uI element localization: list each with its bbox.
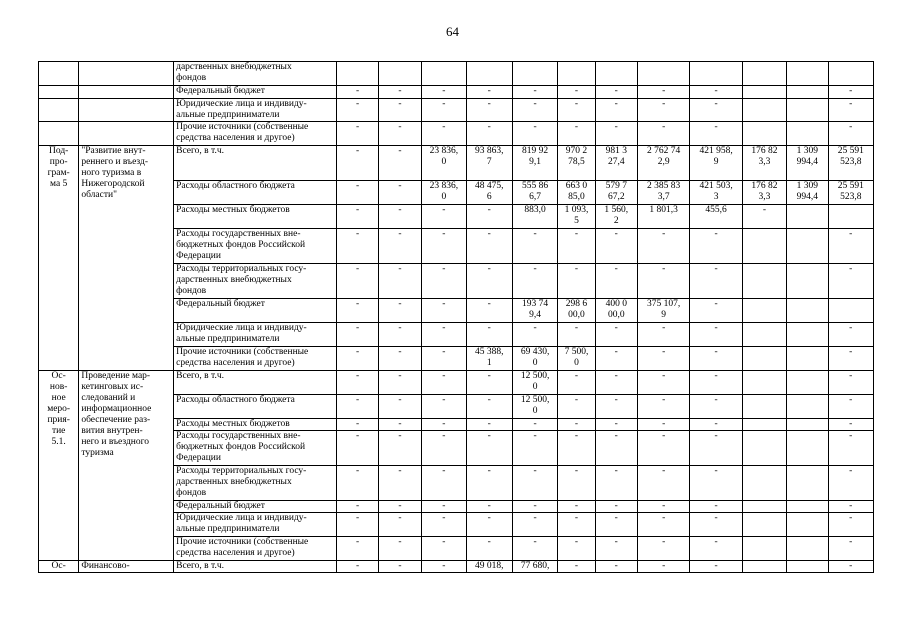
value-cell: - bbox=[637, 264, 689, 299]
value-cell: - bbox=[828, 264, 873, 299]
value-cell: - bbox=[595, 395, 637, 419]
value-cell: - bbox=[337, 395, 378, 419]
value-cell: 455,6 bbox=[690, 205, 742, 229]
table-row bbox=[39, 62, 874, 86]
value-cell: - bbox=[637, 501, 689, 513]
program-cell bbox=[39, 86, 79, 99]
value-cell: - bbox=[337, 371, 378, 395]
value-cell: - bbox=[378, 419, 421, 431]
value-cell: - bbox=[337, 561, 378, 573]
value-cell: - bbox=[466, 122, 512, 146]
value-cell bbox=[690, 62, 742, 86]
value-cell: - bbox=[422, 99, 466, 122]
value-cell: - bbox=[828, 431, 873, 466]
value-cell: 1 801,3 bbox=[637, 205, 689, 229]
funding-source-cell: Федеральный бюджет bbox=[174, 299, 337, 323]
value-cell: - bbox=[422, 419, 466, 431]
table-row bbox=[39, 371, 874, 395]
value-cell: - bbox=[466, 537, 512, 561]
value-cell: - bbox=[558, 323, 595, 347]
value-cell: - bbox=[690, 99, 742, 122]
value-cell: - bbox=[337, 537, 378, 561]
value-cell: 579 7 67,2 bbox=[595, 181, 637, 205]
value-cell: - bbox=[466, 99, 512, 122]
value-cell: - bbox=[466, 501, 512, 513]
value-cell: - bbox=[595, 86, 637, 99]
value-cell bbox=[742, 561, 786, 573]
value-cell: - bbox=[378, 513, 421, 537]
value-cell: - bbox=[828, 229, 873, 264]
funding-source-cell: Прочие источники (собственные средства населения и другое) bbox=[174, 122, 337, 146]
value-cell: - bbox=[466, 431, 512, 466]
value-cell bbox=[787, 501, 828, 513]
value-cell: - bbox=[378, 86, 421, 99]
program-cell: Ос- нов- ное меро- прия- тие 5.1. bbox=[39, 371, 79, 561]
value-cell: - bbox=[378, 395, 421, 419]
value-cell bbox=[787, 122, 828, 146]
value-cell: - bbox=[558, 537, 595, 561]
program-cell bbox=[39, 122, 79, 146]
value-cell: - bbox=[466, 86, 512, 99]
value-cell: - bbox=[558, 371, 595, 395]
value-cell: - bbox=[466, 299, 512, 323]
funding-source-cell: Расходы областного бюджета bbox=[174, 395, 337, 419]
value-cell: - bbox=[558, 501, 595, 513]
value-cell bbox=[787, 205, 828, 229]
value-cell: - bbox=[337, 181, 378, 205]
value-cell: - bbox=[337, 419, 378, 431]
value-cell: - bbox=[512, 86, 557, 99]
funding-source-cell: Федеральный бюджет bbox=[174, 86, 337, 99]
value-cell: 421 958, 9 bbox=[690, 146, 742, 181]
value-cell: 7 500, 0 bbox=[558, 347, 595, 371]
value-cell: - bbox=[595, 513, 637, 537]
value-cell: - bbox=[512, 99, 557, 122]
funding-source-cell: Юридические лица и индивиду- альные предприниматели bbox=[174, 513, 337, 537]
name-cell bbox=[79, 86, 174, 99]
value-cell: - bbox=[637, 122, 689, 146]
value-cell: - bbox=[466, 419, 512, 431]
value-cell: - bbox=[690, 323, 742, 347]
funding-source-cell: Юридические лица и индивиду- альные предприниматели bbox=[174, 99, 337, 122]
value-cell: - bbox=[690, 347, 742, 371]
value-cell: - bbox=[558, 122, 595, 146]
value-cell bbox=[595, 62, 637, 86]
value-cell: - bbox=[558, 431, 595, 466]
value-cell bbox=[787, 86, 828, 99]
value-cell: - bbox=[422, 431, 466, 466]
value-cell bbox=[828, 62, 873, 86]
value-cell: - bbox=[466, 513, 512, 537]
value-cell: - bbox=[558, 561, 595, 573]
value-cell: - bbox=[595, 561, 637, 573]
table-row bbox=[39, 122, 874, 146]
value-cell: - bbox=[378, 466, 421, 501]
value-cell: - bbox=[378, 431, 421, 466]
value-cell bbox=[422, 62, 466, 86]
value-cell: - bbox=[595, 371, 637, 395]
value-cell bbox=[787, 347, 828, 371]
name-cell bbox=[79, 99, 174, 122]
value-cell: - bbox=[378, 122, 421, 146]
value-cell: - bbox=[637, 99, 689, 122]
value-cell: - bbox=[828, 323, 873, 347]
value-cell: - bbox=[512, 323, 557, 347]
value-cell: - bbox=[558, 395, 595, 419]
value-cell: 49 018, bbox=[466, 561, 512, 573]
value-cell: - bbox=[378, 205, 421, 229]
value-cell: - bbox=[422, 371, 466, 395]
value-cell bbox=[742, 501, 786, 513]
value-cell: - bbox=[378, 146, 421, 181]
value-cell: - bbox=[337, 264, 378, 299]
value-cell bbox=[742, 395, 786, 419]
value-cell: - bbox=[466, 466, 512, 501]
value-cell bbox=[787, 264, 828, 299]
value-cell: - bbox=[378, 299, 421, 323]
value-cell bbox=[787, 229, 828, 264]
funding-source-cell: Федеральный бюджет bbox=[174, 501, 337, 513]
value-cell: 176 82 3,3 bbox=[742, 146, 786, 181]
value-cell: - bbox=[828, 347, 873, 371]
value-cell: - bbox=[595, 264, 637, 299]
value-cell: 555 86 6,7 bbox=[512, 181, 557, 205]
value-cell: - bbox=[422, 86, 466, 99]
value-cell: 48 475, 6 bbox=[466, 181, 512, 205]
value-cell: 69 430, 0 bbox=[512, 347, 557, 371]
value-cell: - bbox=[422, 466, 466, 501]
value-cell: - bbox=[595, 537, 637, 561]
value-cell: - bbox=[690, 264, 742, 299]
table-row bbox=[39, 561, 874, 573]
value-cell: 421 503, 3 bbox=[690, 181, 742, 205]
value-cell bbox=[787, 371, 828, 395]
value-cell: - bbox=[378, 264, 421, 299]
value-cell bbox=[742, 466, 786, 501]
value-cell: - bbox=[422, 229, 466, 264]
value-cell: - bbox=[637, 371, 689, 395]
value-cell: - bbox=[378, 371, 421, 395]
value-cell: - bbox=[512, 431, 557, 466]
value-cell: - bbox=[637, 419, 689, 431]
value-cell: - bbox=[466, 229, 512, 264]
value-cell: - bbox=[637, 86, 689, 99]
measure-name-cell: Финансово- bbox=[79, 561, 174, 573]
value-cell bbox=[787, 431, 828, 466]
value-cell: - bbox=[466, 371, 512, 395]
value-cell: 1 309 994,4 bbox=[787, 146, 828, 181]
value-cell bbox=[742, 264, 786, 299]
value-cell: - bbox=[378, 323, 421, 347]
value-cell: - bbox=[828, 419, 873, 431]
value-cell: - bbox=[558, 229, 595, 264]
value-cell bbox=[742, 513, 786, 537]
value-cell: 1 560, 2 bbox=[595, 205, 637, 229]
value-cell bbox=[742, 347, 786, 371]
value-cell: - bbox=[637, 561, 689, 573]
value-cell: - bbox=[828, 537, 873, 561]
value-cell: - bbox=[690, 537, 742, 561]
funding-source-cell: Расходы территориальных госу- дарственных внебюджетных фондов bbox=[174, 466, 337, 501]
value-cell: - bbox=[466, 323, 512, 347]
value-cell: - bbox=[512, 419, 557, 431]
value-cell bbox=[787, 537, 828, 561]
value-cell: - bbox=[558, 264, 595, 299]
value-cell: - bbox=[512, 537, 557, 561]
value-cell bbox=[787, 323, 828, 347]
value-cell: - bbox=[828, 395, 873, 419]
value-cell: - bbox=[422, 395, 466, 419]
value-cell bbox=[742, 99, 786, 122]
value-cell: - bbox=[637, 431, 689, 466]
value-cell bbox=[337, 62, 378, 86]
value-cell: 981 3 27,4 bbox=[595, 146, 637, 181]
funding-source-cell: дарственных внебюджетных фондов bbox=[174, 62, 337, 86]
value-cell bbox=[466, 62, 512, 86]
value-cell: - bbox=[828, 86, 873, 99]
value-cell: - bbox=[337, 205, 378, 229]
value-cell: - bbox=[337, 431, 378, 466]
value-cell: - bbox=[690, 501, 742, 513]
budget-table bbox=[38, 61, 874, 573]
value-cell: - bbox=[828, 371, 873, 395]
value-cell bbox=[637, 62, 689, 86]
value-cell bbox=[742, 299, 786, 323]
value-cell bbox=[787, 419, 828, 431]
value-cell bbox=[787, 62, 828, 86]
value-cell: - bbox=[595, 347, 637, 371]
value-cell: - bbox=[828, 513, 873, 537]
value-cell: - bbox=[422, 561, 466, 573]
value-cell: - bbox=[422, 501, 466, 513]
value-cell: - bbox=[378, 347, 421, 371]
value-cell: - bbox=[466, 395, 512, 419]
value-cell: - bbox=[637, 229, 689, 264]
value-cell: - bbox=[337, 501, 378, 513]
table-row bbox=[39, 146, 874, 181]
value-cell: 1 093, 5 bbox=[558, 205, 595, 229]
value-cell: - bbox=[595, 419, 637, 431]
value-cell bbox=[742, 86, 786, 99]
value-cell: - bbox=[466, 205, 512, 229]
value-cell bbox=[787, 395, 828, 419]
value-cell: 23 836, 0 bbox=[422, 146, 466, 181]
value-cell: - bbox=[422, 347, 466, 371]
value-cell: - bbox=[558, 466, 595, 501]
value-cell: - bbox=[512, 466, 557, 501]
value-cell: - bbox=[512, 229, 557, 264]
value-cell bbox=[742, 371, 786, 395]
value-cell: 12 500, 0 bbox=[512, 371, 557, 395]
value-cell: - bbox=[337, 146, 378, 181]
value-cell: - bbox=[690, 395, 742, 419]
value-cell: - bbox=[422, 122, 466, 146]
value-cell: 77 680, bbox=[512, 561, 557, 573]
name-cell bbox=[79, 62, 174, 86]
value-cell bbox=[558, 62, 595, 86]
measure-name-cell: "Развитие внут- реннего и въезд- ного туризма в Нижегородской области" bbox=[79, 146, 174, 371]
value-cell: 400 0 00,0 bbox=[595, 299, 637, 323]
value-cell bbox=[378, 62, 421, 86]
value-cell: - bbox=[828, 501, 873, 513]
value-cell: - bbox=[422, 513, 466, 537]
value-cell: 663 0 85,0 bbox=[558, 181, 595, 205]
program-cell bbox=[39, 99, 79, 122]
funding-source-cell: Расходы территориальных госу- дарственных внебюджетных фондов bbox=[174, 264, 337, 299]
value-cell: - bbox=[690, 371, 742, 395]
value-cell: - bbox=[558, 419, 595, 431]
value-cell: 176 82 3,3 bbox=[742, 181, 786, 205]
funding-source-cell: Всего, в т.ч. bbox=[174, 146, 337, 181]
value-cell: 23 836, 0 bbox=[422, 181, 466, 205]
value-cell: - bbox=[690, 86, 742, 99]
value-cell: - bbox=[337, 323, 378, 347]
value-cell: - bbox=[337, 99, 378, 122]
value-cell: - bbox=[422, 205, 466, 229]
value-cell: 375 107, 9 bbox=[637, 299, 689, 323]
value-cell: - bbox=[595, 99, 637, 122]
funding-source-cell: Расходы местных бюджетов bbox=[174, 205, 337, 229]
value-cell: - bbox=[690, 122, 742, 146]
value-cell: - bbox=[595, 466, 637, 501]
value-cell: - bbox=[690, 431, 742, 466]
page-number: 64 bbox=[446, 24, 459, 39]
value-cell: - bbox=[378, 229, 421, 264]
value-cell: - bbox=[422, 299, 466, 323]
value-cell: - bbox=[422, 323, 466, 347]
funding-source-cell: Прочие источники (собственные средства населения и другое) bbox=[174, 537, 337, 561]
value-cell: - bbox=[637, 395, 689, 419]
value-cell: - bbox=[828, 122, 873, 146]
value-cell: - bbox=[595, 229, 637, 264]
table-row bbox=[39, 99, 874, 122]
value-cell: - bbox=[378, 501, 421, 513]
value-cell: - bbox=[337, 299, 378, 323]
value-cell: 883,0 bbox=[512, 205, 557, 229]
value-cell bbox=[828, 205, 873, 229]
value-cell: - bbox=[690, 419, 742, 431]
value-cell bbox=[742, 62, 786, 86]
value-cell: 25 591 523,8 bbox=[828, 181, 873, 205]
value-cell: - bbox=[690, 229, 742, 264]
value-cell: - bbox=[512, 513, 557, 537]
value-cell: - bbox=[558, 99, 595, 122]
value-cell bbox=[742, 323, 786, 347]
value-cell: - bbox=[828, 99, 873, 122]
value-cell bbox=[742, 537, 786, 561]
value-cell: - bbox=[595, 323, 637, 347]
program-cell: Под- про- грам- ма 5 bbox=[39, 146, 79, 371]
program-cell: Ос- bbox=[39, 561, 79, 573]
funding-source-cell: Юридические лица и индивиду- альные предприниматели bbox=[174, 323, 337, 347]
value-cell: 193 74 9,4 bbox=[512, 299, 557, 323]
value-cell: - bbox=[742, 205, 786, 229]
value-cell: - bbox=[828, 561, 873, 573]
value-cell: - bbox=[690, 561, 742, 573]
value-cell bbox=[787, 466, 828, 501]
value-cell bbox=[787, 299, 828, 323]
value-cell: - bbox=[378, 99, 421, 122]
value-cell: - bbox=[637, 347, 689, 371]
funding-source-cell: Всего, в т.ч. bbox=[174, 371, 337, 395]
value-cell: - bbox=[422, 264, 466, 299]
name-cell bbox=[79, 122, 174, 146]
value-cell: - bbox=[637, 513, 689, 537]
measure-name-cell: Проведение мар- кетинговых ис- следований и информационное обеспечение раз- вития внутрен- него и въездного туризма bbox=[79, 371, 174, 561]
value-cell bbox=[512, 62, 557, 86]
funding-source-cell: Расходы государственных вне- бюджетных фондов Российской Федерации bbox=[174, 229, 337, 264]
value-cell bbox=[742, 229, 786, 264]
program-cell bbox=[39, 62, 79, 86]
value-cell: - bbox=[558, 513, 595, 537]
value-cell: - bbox=[337, 229, 378, 264]
funding-source-cell: Расходы областного бюджета bbox=[174, 181, 337, 205]
value-cell: - bbox=[637, 466, 689, 501]
value-cell: - bbox=[690, 513, 742, 537]
value-cell: 819 92 9,1 bbox=[512, 146, 557, 181]
value-cell: - bbox=[512, 122, 557, 146]
value-cell: - bbox=[466, 264, 512, 299]
value-cell: 2 385 83 3,7 bbox=[637, 181, 689, 205]
funding-source-cell: Всего, в т.ч. bbox=[174, 561, 337, 573]
value-cell bbox=[787, 99, 828, 122]
value-cell: 12 500, 0 bbox=[512, 395, 557, 419]
value-cell bbox=[742, 122, 786, 146]
value-cell bbox=[742, 431, 786, 466]
value-cell: - bbox=[378, 537, 421, 561]
value-cell: 970 2 78,5 bbox=[558, 146, 595, 181]
value-cell: - bbox=[512, 501, 557, 513]
value-cell bbox=[742, 419, 786, 431]
value-cell: - bbox=[337, 513, 378, 537]
value-cell: - bbox=[595, 501, 637, 513]
value-cell bbox=[828, 299, 873, 323]
value-cell: 45 388, 1 bbox=[466, 347, 512, 371]
value-cell: - bbox=[337, 86, 378, 99]
value-cell: - bbox=[828, 466, 873, 501]
funding-source-cell: Расходы местных бюджетов bbox=[174, 419, 337, 431]
funding-source-cell: Расходы государственных вне- бюджетных фондов Российской Федерации bbox=[174, 431, 337, 466]
value-cell: - bbox=[512, 264, 557, 299]
value-cell: - bbox=[378, 181, 421, 205]
value-cell: - bbox=[337, 466, 378, 501]
value-cell: - bbox=[637, 537, 689, 561]
value-cell: 93 863, 7 bbox=[466, 146, 512, 181]
value-cell: - bbox=[378, 561, 421, 573]
value-cell: - bbox=[337, 347, 378, 371]
value-cell: 298 6 00,0 bbox=[558, 299, 595, 323]
table-row bbox=[39, 86, 874, 99]
value-cell: - bbox=[595, 122, 637, 146]
value-cell: - bbox=[690, 299, 742, 323]
value-cell: 25 591 523,8 bbox=[828, 146, 873, 181]
value-cell bbox=[787, 561, 828, 573]
value-cell: - bbox=[422, 537, 466, 561]
value-cell: - bbox=[558, 86, 595, 99]
value-cell: - bbox=[637, 323, 689, 347]
value-cell: - bbox=[595, 431, 637, 466]
value-cell: 2 762 74 2,9 bbox=[637, 146, 689, 181]
value-cell: - bbox=[690, 466, 742, 501]
value-cell: 1 309 994,4 bbox=[787, 181, 828, 205]
funding-source-cell: Прочие источники (собственные средства населения и другое) bbox=[174, 347, 337, 371]
value-cell: - bbox=[337, 122, 378, 146]
value-cell bbox=[787, 513, 828, 537]
